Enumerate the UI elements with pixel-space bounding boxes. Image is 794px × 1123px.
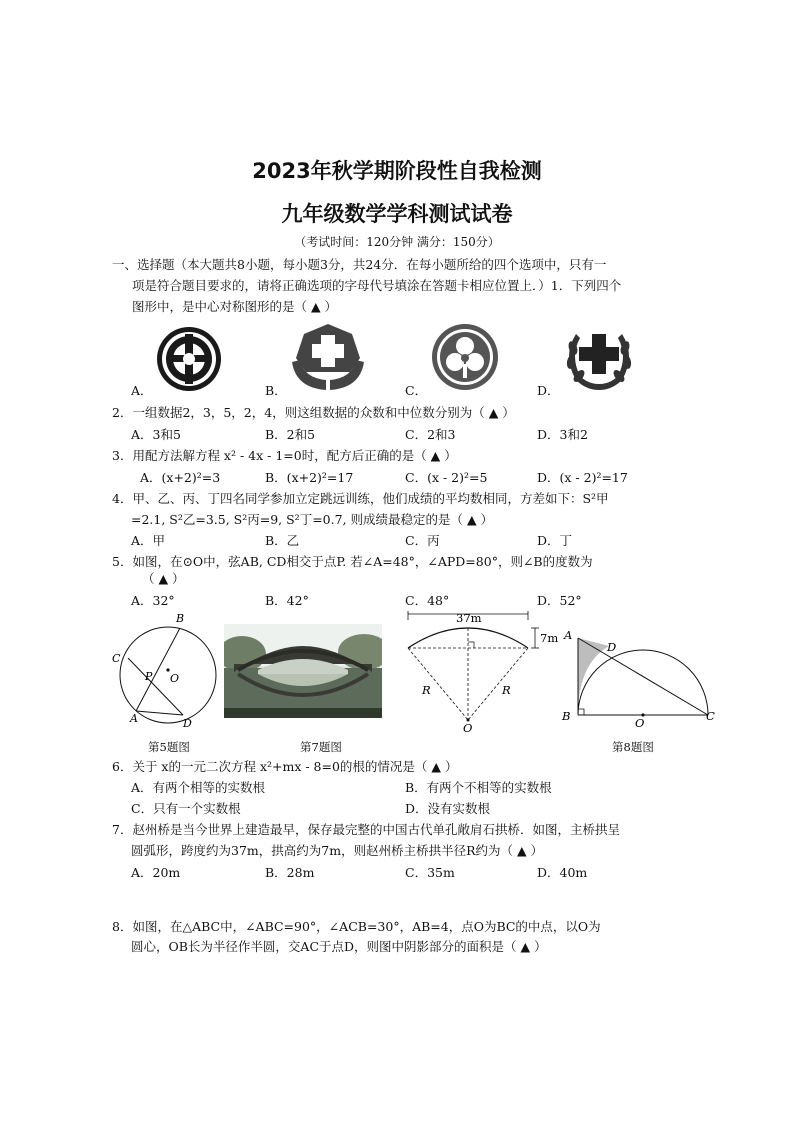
q5-option-d: D．52°: [537, 593, 582, 608]
q3-stem: 3．用配方法解方程 x² - 4x - 1=0时，配方后正确的是（ ▲ ）: [112, 448, 457, 463]
bridge-label-o: O: [463, 721, 473, 733]
q2-option-a: A．3和5: [131, 427, 181, 442]
q7-option-c: C．35m: [405, 865, 455, 880]
q7-stem-line-2: 圆弧形，跨度约为37m，拱高约为7m，则赵州桥主桥拱半径R约为（ ▲ ）: [131, 843, 544, 858]
fig8-caption: 第8题图: [612, 740, 654, 754]
q5-option-a: A．32°: [131, 593, 175, 608]
intro-line-1: 一、选择题（本大题共8小题，每小题3分，共24分．在每小题所给的四个选项中，只有一: [112, 257, 607, 272]
fig5-label-p: P: [145, 670, 153, 683]
q6-option-c: C．只有一个实数根: [131, 801, 241, 816]
q2-stem: 2．一组数据2，3，5，2，4，则这组数据的众数和中位数分别为（ ▲ ）: [112, 405, 515, 420]
fig5-label-a: A: [130, 712, 138, 725]
logo-c-icon: [430, 322, 500, 392]
fig8-label-d: D: [607, 640, 617, 654]
q6-option-b: B．有两个不相等的实数根: [405, 780, 552, 795]
intro-line-2: 项是符合题目要求的，请将正确选项的字母代号填涂在答题卡相应位置上．）1．下列四个: [132, 278, 622, 293]
q3-option-c: C．(x - 2)²=5: [405, 470, 488, 485]
fig8-label-b: B: [562, 709, 571, 723]
fig5-label-o: O: [170, 672, 180, 685]
q7-option-d: D．40m: [537, 865, 588, 880]
q4-option-b: B．乙: [265, 533, 300, 548]
figure-bridge-arc: [398, 608, 571, 733]
bridge-height-label: 7m: [540, 631, 559, 645]
bridge-label-r-left: R: [422, 683, 431, 697]
q4-stem-line-2: =2.1, S²乙=3.5, S²丙=9, S²丁=0.7, 则成绩最稳定的是（ ▲ ）: [131, 512, 494, 527]
fig8-label-a: A: [564, 628, 573, 642]
q4-option-d: D．丁: [537, 533, 573, 548]
q8-stem-line-2: 圆心，OB长为半径作半圆，交AC于点D，则图中阴影部分的面积是（ ▲ ）: [131, 939, 547, 954]
bridge-span-label: 37m: [456, 611, 482, 625]
q8-stem-line-1: 8．如图，在△ABC中，∠ABC=90°，∠ACB=30°，AB=4，点O为BC的中点，以O为: [112, 919, 601, 934]
logo-a-icon: [153, 326, 225, 392]
exam-subtitle: 九年级数学学科测试试卷: [281, 202, 513, 226]
q2-option-c: C．2和3: [405, 427, 456, 442]
q4-option-c: C．丙: [405, 533, 440, 548]
bridge-photo: [224, 624, 382, 718]
q7-stem-line-1: 7．赵州桥是当今世界上建造最早，保存最完整的中国古代单孔敞肩石拱桥．如图，主桥拱呈: [112, 822, 620, 837]
q5-option-b: B．42°: [265, 593, 309, 608]
q5-stem-line-2: （ ▲ ）: [142, 571, 185, 586]
fig8-label-c: C: [706, 709, 715, 723]
q6-option-d: D．没有实数根: [405, 801, 491, 816]
fig8-label-o: O: [635, 716, 645, 730]
q3-option-d: D．(x - 2)²=17: [537, 470, 628, 485]
q5-option-c: C．48°: [405, 593, 450, 608]
q4-stem-line-1: 4．甲、乙、丙、丁四名同学参加立定跳远训练，他们成绩的平均数相同，方差如下：S²甲: [112, 491, 609, 506]
figure-q8: [560, 624, 720, 734]
q5-stem-line-1: 5．如图，在⊙O中，弦AB, CD相交于点P. 若∠A=48°，∠APD=80°，则∠B的度数为: [112, 554, 593, 569]
exam-info: （考试时间：120分钟 满分：150分）: [294, 235, 500, 249]
q4-option-a: A．甲: [131, 533, 166, 548]
intro-line-3: 图形中，是中心对称图形的是（ ▲ ）: [132, 299, 338, 314]
fig5-label-c: C: [112, 652, 121, 665]
logo-d-icon: [562, 320, 636, 392]
q2-option-d: D．3和2: [537, 427, 588, 442]
fig5-label-b: B: [176, 612, 185, 625]
section1-intro: [112, 254, 621, 317]
q1-option-d: D．: [537, 383, 560, 398]
q1-option-b: B．: [265, 383, 287, 398]
fig7-caption: 第7题图: [300, 740, 342, 754]
q7-option-a: A．20m: [131, 865, 181, 880]
q1-option-c: C．: [405, 383, 428, 398]
q3-option-b: B．(x+2)²=17: [265, 470, 354, 485]
bridge-label-r-right: R: [502, 683, 511, 697]
fig5-label-d: D: [183, 717, 192, 730]
q6-stem: 6．关于 x的一元二次方程 x²+mx - 8=0的根的情况是（ ▲ ）: [112, 759, 458, 774]
q2-option-b: B．2和5: [265, 427, 316, 442]
figure-q5: [108, 610, 228, 735]
q6-option-a: A．有两个相等的实数根: [131, 780, 266, 795]
logo-b-icon: [290, 322, 366, 392]
fig5-caption: 第5题图: [148, 740, 190, 754]
exam-title: 2023年秋学期阶段性自我检测: [252, 159, 542, 183]
q3-option-a: A．(x+2)²=3: [140, 470, 221, 485]
q1-option-a: A．: [131, 383, 153, 398]
q7-option-b: B．28m: [265, 865, 315, 880]
